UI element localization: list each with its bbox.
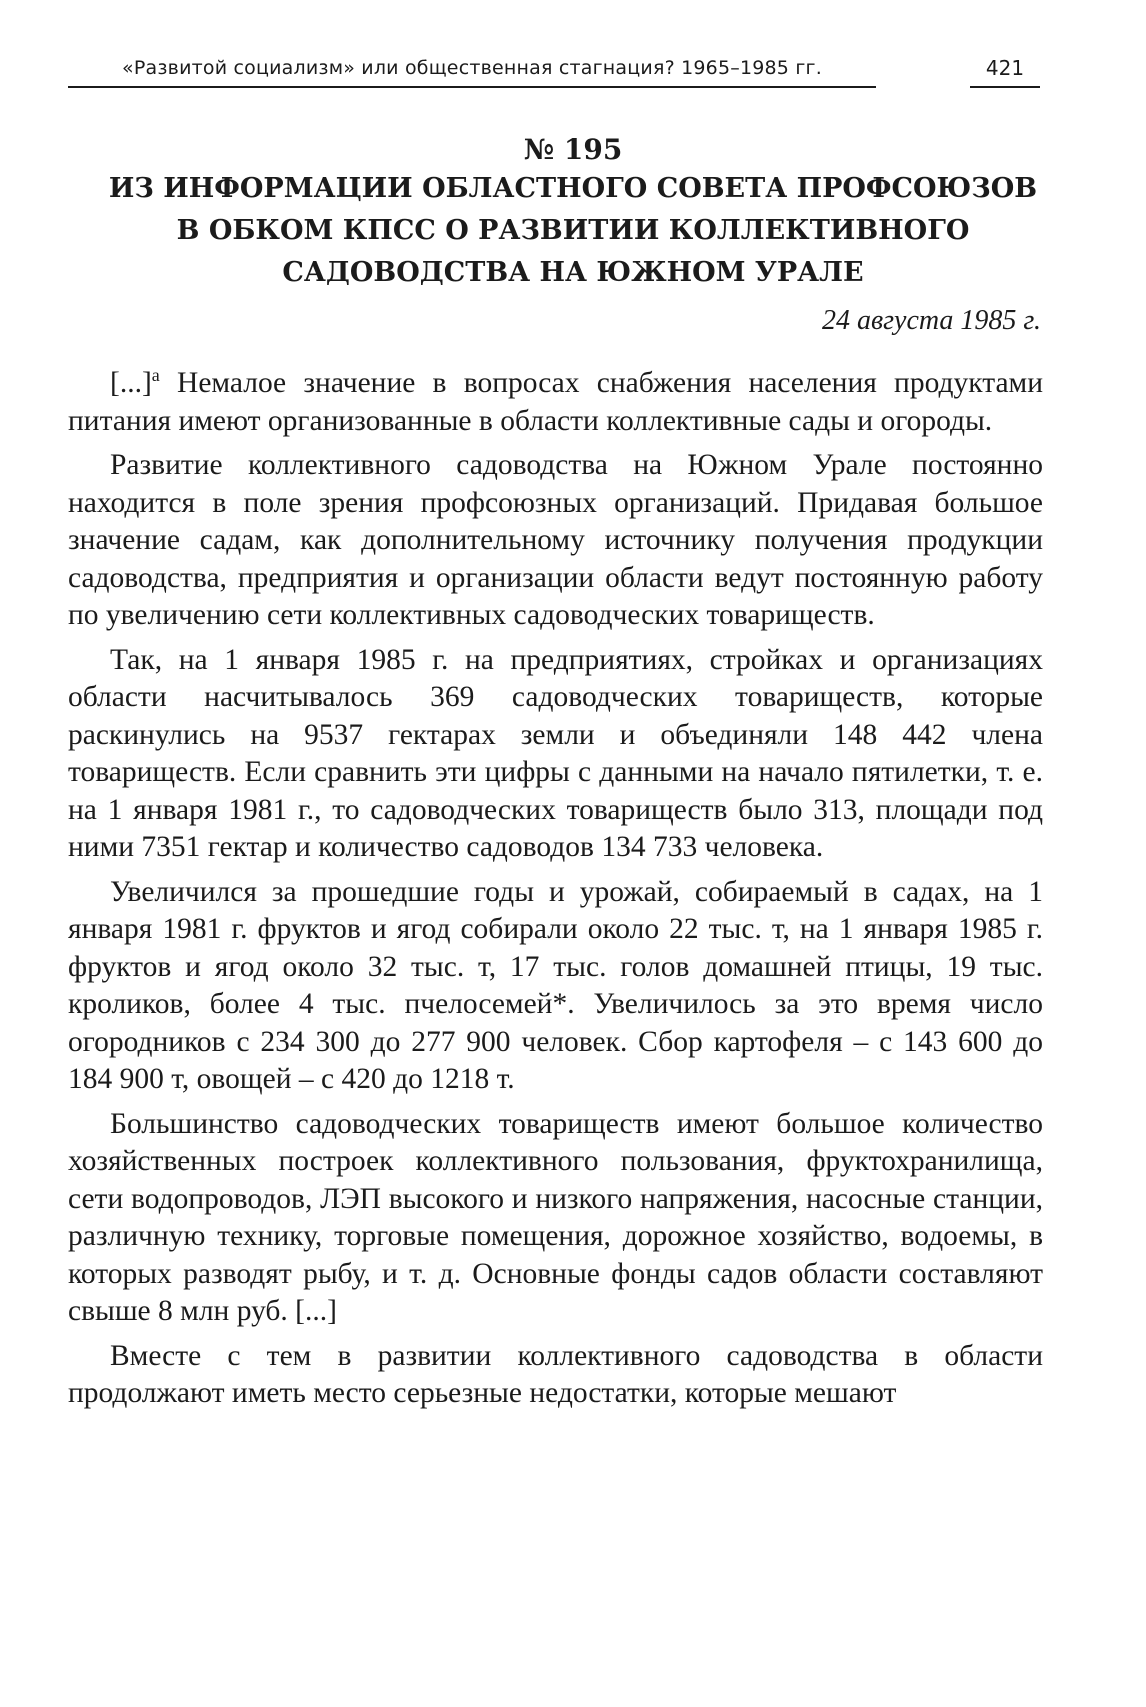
paragraph-1 xyxy=(68,365,1043,440)
document-title xyxy=(80,168,1066,294)
document-date: 24 августа 1985 г. xyxy=(821,305,1041,336)
paragraph-1-text: Немалое значение в вопросах снабжения населения продуктами питания имеют организованные в области коллективные сады и огороды. xyxy=(68,367,1043,437)
paragraph-5: Большинство садоводческих товариществ имеют большое количество хозяйственных построек коллективного пользования, фруктохранилища, сети водопроводов, ЛЭП высокого и низкого напряжения, насосные станции, различную технику, торговые помещения, дорожное хозяйство, водоемы, в которых разводят рыбу, и т. д. Основные фонды садов области составляют свыше 8 млн руб. [...] xyxy=(68,1107,1043,1327)
page-number: 421 xyxy=(970,52,1040,88)
paragraph-3: Так, на 1 января 1985 г. на предприятиях, стройках и организациях области насчитывалось 369 садоводческих товариществ, которые раскинулись на 9537 гектарах земли и объединяли 148 442 члена товариществ. Если сравнить эти цифры с данными на начало пятилетки, т. е. на 1 января 1981 г., то садоводческих товариществ было 313, площади под ними 7351 гектар и количество садоводов 134 733 человека. xyxy=(68,643,1043,863)
paragraph-4: Увеличился за прошедшие годы и урожай, собираемый в садах, на 1 января 1981 г. фруктов и ягод собирали около 22 тыс. т, на 1 января 1985 г. фруктов и ягод около 32 тыс. т, 17 тыс. голов домашней птицы, 19 тыс. кроликов, более 4 тыс. пчелосемей*. Увеличилось за это время число огородников с 234 300 до 277 900 человек. Сбор картофеля – с 143 600 до 184 900 т, овощей – с 420 до 1218 т. xyxy=(68,875,1043,1095)
footnote-mark: а xyxy=(151,365,160,385)
title-line-2: В ОБКОМ КПСС О РАЗВИТИИ КОЛЛЕКТИВНОГО xyxy=(176,215,970,246)
title-line-3: САДОВОДСТВА НА ЮЖНОМ УРАЛЕ xyxy=(282,257,864,288)
paragraph-6: Вместе с тем в развитии коллективного садоводства в области продолжают иметь место серьезные недостатки, которые мешают xyxy=(68,1339,1043,1409)
document-number: № 195 xyxy=(523,133,623,166)
running-header: «Развитой социализм» или общественная стагнация? 1965–1985 гг. xyxy=(68,52,876,88)
body-text xyxy=(68,365,1043,1420)
paragraph-2: Развитие коллективного садоводства на Южном Урале постоянно находится в поле зрения профсоюзных организаций. Придавая большое значение садам, как дополнительному источнику получения продукции садоводства, предприятия и организации области ведут постоянную работу по увеличению сети коллективных садоводческих товариществ. xyxy=(68,449,1043,631)
omission-mark: [...] xyxy=(110,367,152,399)
title-line-1: ИЗ ИНФОРМАЦИИ ОБЛАСТНОГО СОВЕТА ПРОФСОЮЗОВ xyxy=(108,173,1038,204)
